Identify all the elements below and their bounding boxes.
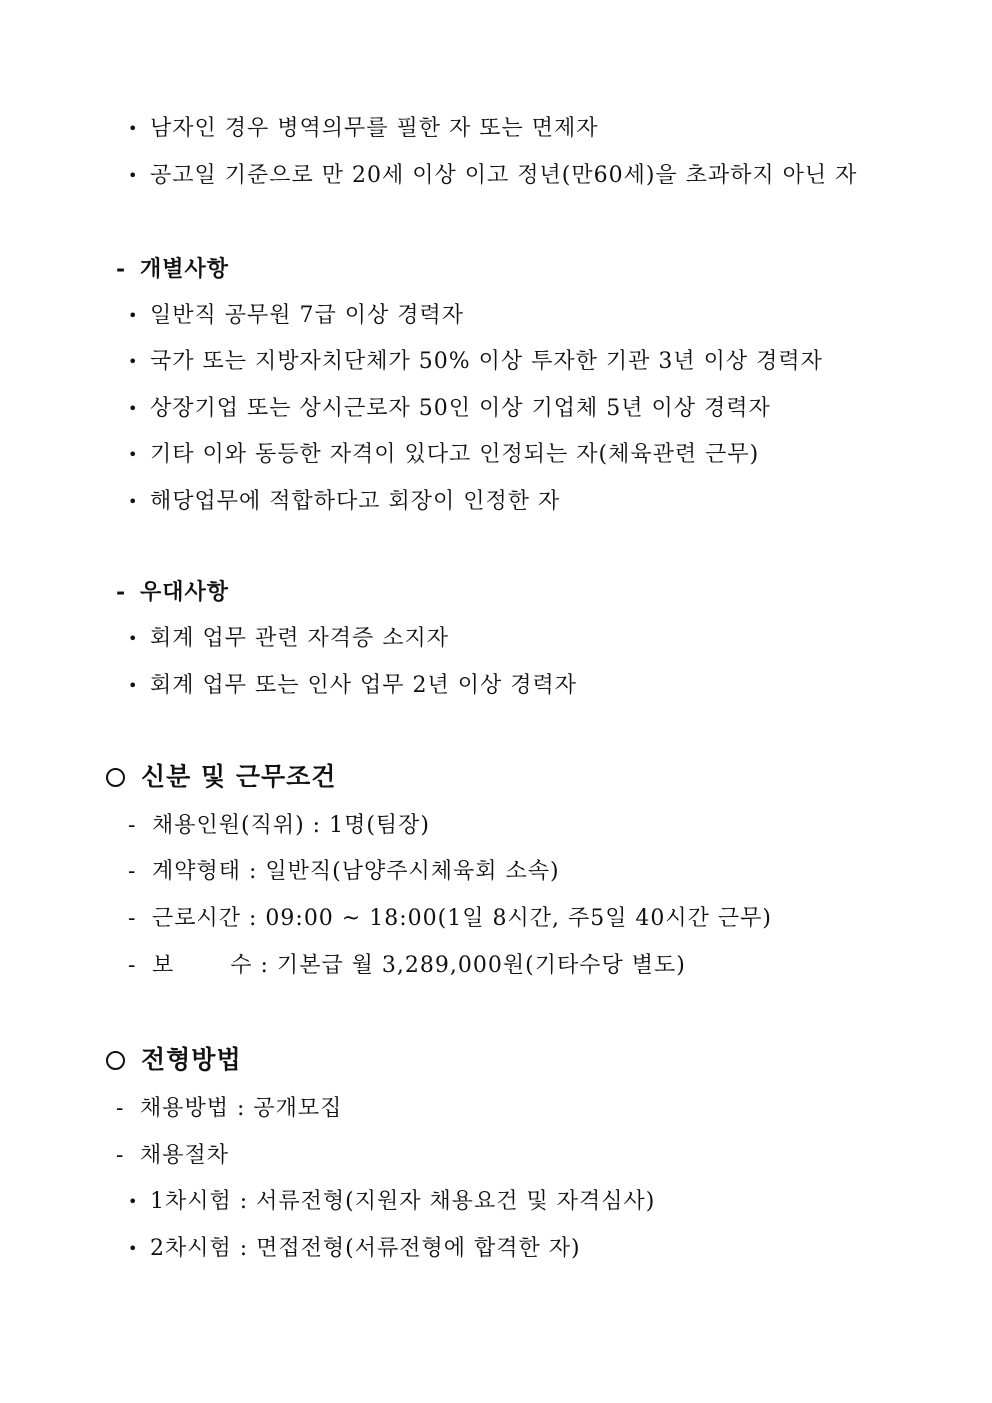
section-heading [106,760,336,794]
list-item-text: 회계 업무 관련 자격증 소지자 [150,626,449,651]
list-item-text: 채용절차 [140,1143,230,1168]
list-item [128,347,823,377]
list-item [116,1141,229,1171]
list-item-text: 계약형태 : 일반직(남양주시체육회 소속) [152,859,560,884]
circle-icon [106,768,125,787]
bullet-icon: • [128,352,139,371]
list-item-text: 근로시간 : 09:00 ~ 18:00(1일 8시간, 주5일 40시간 근무) [152,906,773,931]
list-item [128,394,771,424]
list-item-text: 국가 또는 지방자치단체가 50% 이상 투자한 기관 3년 이상 경력자 [150,349,823,374]
list-item-text: 공고일 기준으로 만 20세 이상 이고 정년(만60세)을 초과하지 아닌 자 [150,163,858,188]
subsection-heading [116,577,229,607]
bullet-icon: • [128,445,139,464]
pay-label-b: 수 [230,953,253,978]
list-item [128,161,857,191]
list-item-text: 해당업무에 적합하다고 회장이 인정한 자 [150,489,561,514]
bullet-icon: • [128,399,139,418]
list-item [128,301,464,331]
list-item [128,904,772,934]
dash-icon: - [128,953,137,978]
list-item [128,1187,655,1217]
pay-value: : 기본급 월 3,289,000원(기타수당 별도) [260,953,686,978]
dash-icon: - [116,1096,125,1121]
list-item-text: 상장기업 또는 상시근로자 50인 이상 기업체 5년 이상 경력자 [150,396,771,421]
dash-icon: - [116,1143,125,1168]
list-item-text: 채용인원(직위) : 1명(팀장) [152,813,430,838]
bullet-icon: • [128,676,139,695]
dash-icon: - [128,906,137,931]
dash-icon: - [128,813,137,838]
section-title: 전형방법 [141,1045,242,1074]
dash-icon: - [116,256,127,282]
bullet-icon: • [128,1192,139,1211]
list-item-text: 남자인 경우 병역의무를 필한 자 또는 면제자 [150,116,599,141]
bullet-icon: • [128,306,139,325]
list-item [128,951,686,981]
bullet-icon: • [128,492,139,511]
section-title: 신분 및 근무조건 [141,762,337,791]
list-item-text: 1차시험 : 서류전형(지원자 채용요건 및 자격심사) [150,1189,656,1214]
subsection-heading [116,254,229,284]
bullet-icon: • [128,119,139,138]
list-item [128,671,577,701]
list-item [128,487,560,517]
list-item-text: 일반직 공무원 7급 이상 경력자 [150,303,464,328]
list-item [128,811,430,841]
pay-label-a: 보 [152,953,175,978]
list-item [128,1234,581,1264]
section-heading [106,1043,242,1077]
circle-icon [106,1051,125,1070]
dash-icon: - [128,859,137,884]
list-item [128,114,599,144]
bullet-icon: • [128,166,139,185]
list-item [128,624,449,654]
list-item-text: 회계 업무 또는 인사 업무 2년 이상 경력자 [150,673,577,698]
list-item [128,440,759,470]
list-item-text: 채용방법 : 공개모집 [140,1096,343,1121]
list-item [116,1094,342,1124]
list-item [128,857,560,887]
bullet-icon: • [128,1239,139,1258]
list-item-text: 2차시험 : 면접전형(서류전형에 합격한 자) [150,1236,581,1261]
list-item-text: 기타 이와 동등한 자격이 있다고 인정되는 자(체육관련 근무) [150,442,760,467]
bullet-icon: • [128,629,139,648]
dash-icon: - [116,579,127,605]
subsection-title: 개별사항 [140,256,230,282]
subsection-title: 우대사항 [140,579,230,605]
